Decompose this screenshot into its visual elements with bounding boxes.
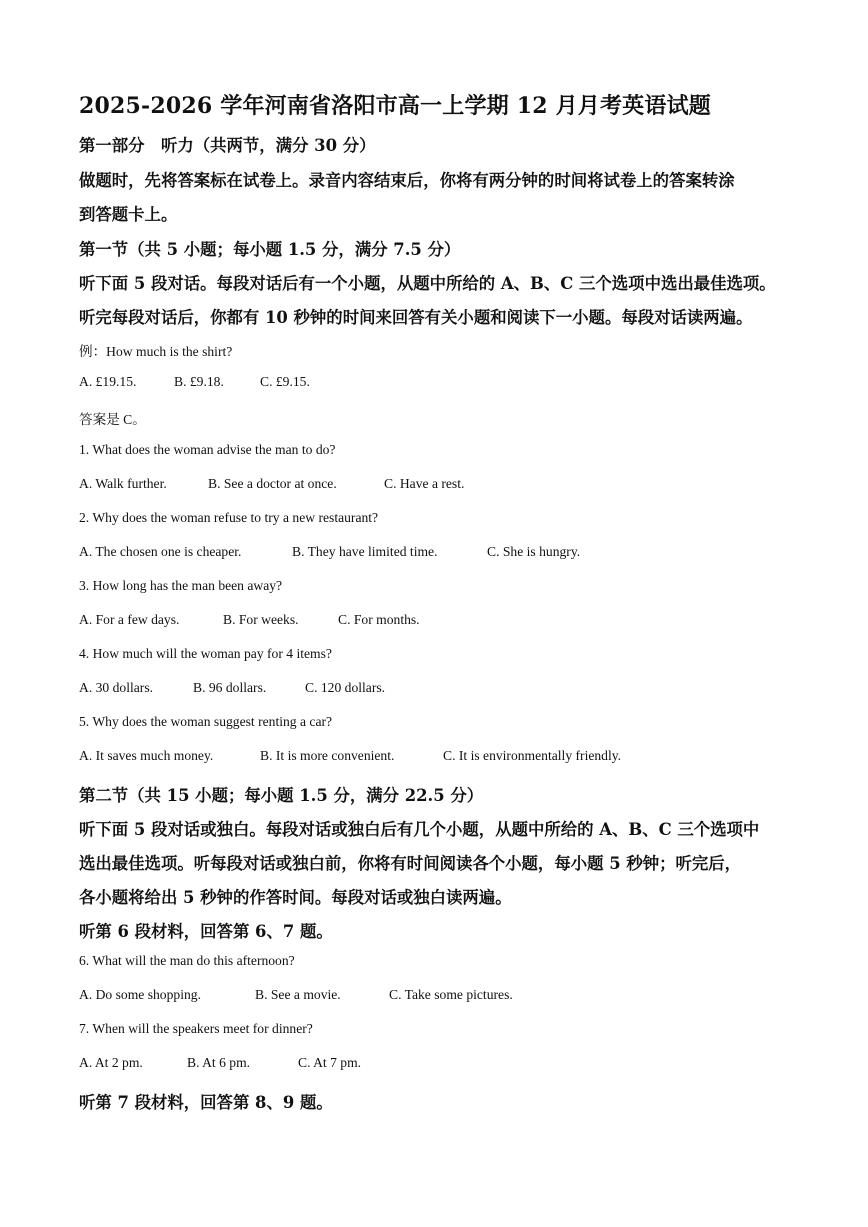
option: A. It saves much money. xyxy=(79,748,214,763)
option: B. For weeks. xyxy=(223,612,299,627)
question-7: 7. When will the speakers meet for dinner? xyxy=(79,1021,313,1036)
option: A. At 2 pm. xyxy=(79,1055,143,1070)
part1-heading: 第一部分 听力（共两节，满分 30 分） xyxy=(79,136,376,155)
material-6-heading: 听第 6 段材料，回答第 6、7 题。 xyxy=(79,922,333,941)
option: C. £9.15. xyxy=(260,374,310,389)
question-1: 1. What does the woman advise the man to do? xyxy=(79,442,336,457)
option: C. It is environmentally friendly. xyxy=(443,748,622,763)
question-1-options xyxy=(79,476,464,492)
option: A. For a few days. xyxy=(79,612,180,627)
question-3-options xyxy=(79,612,420,628)
section2-directions-line-1: 听下面 5 段对话或独白。每段对话或独白后有几个小题，从题中所给的 A、B、C 三个选项中 xyxy=(79,820,760,839)
question-7-options xyxy=(79,1055,361,1071)
option: B. See a movie. xyxy=(255,987,341,1002)
instructions-line-2: 到答题卡上。 xyxy=(79,205,178,224)
option: A. Walk further. xyxy=(79,476,167,491)
option: C. Have a rest. xyxy=(384,476,465,491)
question-5: 5. Why does the woman suggest renting a car? xyxy=(79,714,333,729)
question-4: 4. How much will the woman pay for 4 items? xyxy=(79,646,332,661)
option: A. The chosen one is cheaper. xyxy=(79,544,242,559)
question-5-options xyxy=(79,748,621,764)
example-answer: 答案是 C。 xyxy=(79,412,146,427)
question-6-options xyxy=(79,987,513,1003)
option: B. 96 dollars. xyxy=(193,680,267,695)
section1-directions-line-2: 听完每段对话后，你都有 10 秒钟的时间来回答有关小题和阅读下一小题。每段对话读两遍。 xyxy=(79,308,753,327)
section1-directions-line-1: 听下面 5 段对话。每段对话后有一个小题，从题中所给的 A、B、C 三个选项中选出最佳选项。 xyxy=(79,274,776,293)
option: B. See a doctor at once. xyxy=(208,476,337,491)
option: B. It is more convenient. xyxy=(260,748,395,763)
option: C. For months. xyxy=(338,612,420,627)
option: C. At 7 pm. xyxy=(298,1055,362,1070)
instructions-line-1: 做题时，先将答案标在试卷上。录音内容结束后，你将有两分钟的时间将试卷上的答案转涂 xyxy=(79,171,735,190)
question-3: 3. How long has the man been away? xyxy=(79,578,283,593)
exam-title: 2025-2026 学年河南省洛阳市高一上学期 12 月月考英语试题 xyxy=(79,93,711,119)
question-6: 6. What will the man do this afternoon? xyxy=(79,953,295,968)
example-question: 例：How much is the shirt? xyxy=(79,344,233,359)
section2-directions-line-2: 选出最佳选项。听每段对话或独白前，你将有时间阅读各个小题，每小题 5 秒钟；听完后， xyxy=(79,854,742,873)
section1-heading: 第一节（共 5 小题；每小题 1.5 分，满分 7.5 分） xyxy=(79,240,461,259)
option: B. £9.18. xyxy=(174,374,224,389)
option: B. They have limited time. xyxy=(292,544,438,559)
option: C. Take some pictures. xyxy=(389,987,513,1002)
section2-heading: 第二节（共 15 小题；每小题 1.5 分，满分 22.5 分） xyxy=(79,786,484,805)
option: A. 30 dollars. xyxy=(79,680,154,695)
material-7-heading: 听第 7 段材料，回答第 8、9 题。 xyxy=(79,1093,333,1112)
example-options xyxy=(79,374,310,390)
option: A. £19.15. xyxy=(79,374,137,389)
question-2: 2. Why does the woman refuse to try a new restaurant? xyxy=(79,510,379,525)
question-4-options xyxy=(79,680,385,696)
option: C. 120 dollars. xyxy=(305,680,386,695)
question-2-options xyxy=(79,544,580,560)
option: A. Do some shopping. xyxy=(79,987,201,1002)
option: C. She is hungry. xyxy=(487,544,581,559)
section2-directions-line-3: 各小题将给出 5 秒钟的作答时间。每段对话或独白读两遍。 xyxy=(79,888,512,907)
option: B. At 6 pm. xyxy=(187,1055,251,1070)
